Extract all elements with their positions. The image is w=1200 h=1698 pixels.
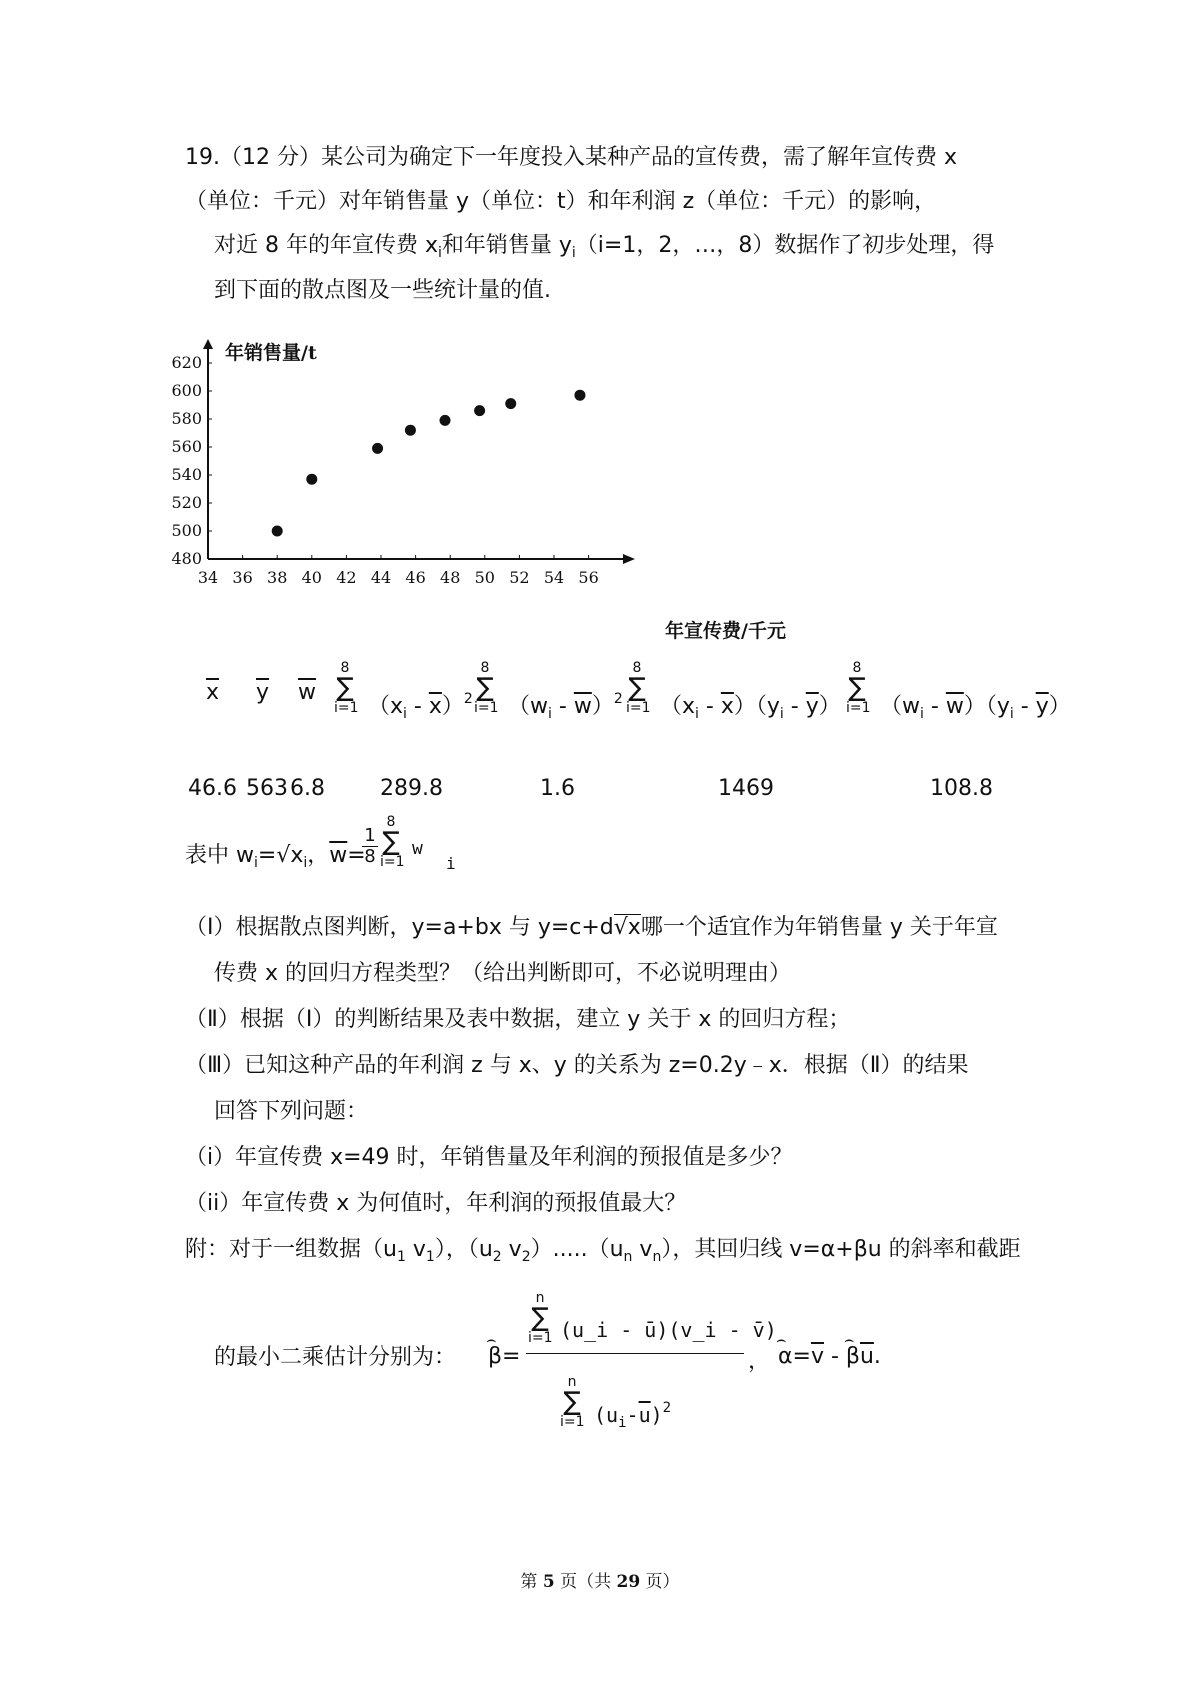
chart-points [272, 390, 586, 537]
value-wbar: 6.8 [290, 776, 325, 801]
x-tick-label: 34 [197, 568, 219, 587]
x-tick-label: 42 [336, 568, 357, 587]
chart-axes [203, 339, 635, 564]
y-axis-label: 年销售量/t [225, 342, 317, 364]
header-ybar: $\overline{y}$ [256, 680, 270, 705]
data-point [440, 415, 451, 426]
fraction-bar [526, 1353, 744, 1354]
data-point [405, 425, 416, 436]
y-tick-label: 600 [171, 381, 202, 400]
x-axis-arrow [623, 554, 635, 564]
scatter-chart [171, 335, 786, 642]
value-col-6: 1469 [718, 776, 774, 801]
question-line-1: 19.（12 分）某公司为确定下一年度投入某种产品的宣传费，需了解年宣传费 x [185, 145, 957, 170]
sum-symbol-4: 8 ∑ i=1 [846, 660, 871, 716]
x-axis-label: 年宣传费/千元 [665, 620, 786, 642]
value-xbar: 46.6 [188, 776, 237, 801]
part-3-line-2: 回答下列问题： [214, 1099, 369, 1124]
part-1-line-2: 传费 x 的回归方程类型？（给出判断即可，不必说明理由） [214, 961, 792, 986]
header-xbar: $\overline{x}$ [206, 680, 220, 705]
x-tick-label: 52 [509, 568, 530, 587]
numerator-text: (u_i - ū)(v_i - v̄) [560, 1318, 777, 1342]
x-tick-label: 36 [232, 568, 253, 587]
question-line-4: 到下面的散点图及一些统计量的值. [214, 278, 551, 303]
header-col-6: $(x_i - \overline{x})(y_i - \overline{y})$ [660, 694, 841, 722]
sum-symbol-2: 8 ∑ i=1 [474, 660, 499, 716]
y-tick-label: 480 [171, 549, 202, 568]
header-col-4: $(x_i - \overline{x})^2$ [368, 691, 473, 722]
y-tick-label: 500 [171, 521, 202, 540]
data-point [306, 474, 317, 485]
part-1-line-1: （Ⅰ）根据散点图判断，y=a+bx 与 y=c+d√x哪一个适宜作为年销售量 y 关于年宣 [185, 915, 998, 940]
value-col-4: 289.8 [380, 776, 443, 801]
page-footer: 第 5 页（共 29 页） [520, 1572, 680, 1592]
value-col-5: 1.6 [540, 776, 575, 801]
x-tick-label: 40 [301, 568, 322, 587]
data-point [474, 405, 485, 416]
x-tick-label: 46 [405, 568, 426, 587]
x-tick-label: 48 [440, 568, 461, 587]
fraction-1-8: 1 8 [362, 826, 378, 867]
part-3-line-1: （Ⅲ）已知这种产品的年利润 z 与 x、y 的关系为 z=0.2y﹣x．根据（Ⅱ）的结果 [185, 1053, 969, 1078]
value-col-7: 108.8 [930, 776, 993, 801]
question-line-2: （单位：千元）对年销售量 y（单位：t）和年利润 z（单位：千元）的影响， [185, 189, 937, 214]
data-point [574, 390, 585, 401]
data-point [372, 443, 383, 454]
y-tick-label: 580 [171, 409, 202, 428]
x-tick-label: 38 [267, 568, 288, 587]
part-3-i: （i）年宣传费 x=49 时，年销售量及年利润的预报值是多少？ [185, 1145, 793, 1170]
data-point [505, 398, 516, 409]
y-tick-label: 520 [171, 493, 202, 512]
header-col-7: $(w_i - \overline{w})(y_i - \overline{y})$ [880, 694, 1071, 722]
chart-ticks [171, 353, 598, 587]
sum-symbol-num: n ∑ i=1 [528, 1290, 553, 1346]
y-axis-arrow [203, 339, 213, 349]
header-wbar: $\overline{w}$ [298, 680, 316, 705]
sum-symbol-1: 8 ∑ i=1 [334, 660, 359, 716]
y-tick-label: 540 [171, 465, 202, 484]
y-tick-label: 620 [171, 353, 202, 372]
question-line-3: 对近 8 年的年宣传费 $x_i$和年销售量 $y_i(i=1$，2，…，8）数据作了初步处理，得 [214, 233, 995, 261]
alpha-formula: ⌢ $\alpha=\overline{v}$ - ⌢ $\beta\overline{u}$. [776, 1330, 881, 1369]
denominator-text: $(u_i-\overline{u})^2$ [594, 1400, 672, 1431]
appendix-line-1: 附：对于一组数据（$u_1$ $v_1$），（$u_2$ $v_2).....(u_n$ $v_n$），其回归线 v=α+βu 的斜率和截距 [185, 1237, 1021, 1265]
appendix-line-2: 的最小二乘估计分别为： [214, 1345, 457, 1370]
sum-symbol-3: 8 ∑ i=1 [626, 660, 651, 716]
x-tick-label: 44 [370, 568, 392, 587]
sum-symbol-den: n ∑ i=1 [560, 1374, 585, 1430]
sum-symbol-note: 8 ∑ i=1 [380, 814, 405, 870]
x-tick-label: 50 [474, 568, 495, 587]
part-3-ii: （ii）年宣传费 x 为何值时，年利润的预报值最大？ [185, 1191, 687, 1216]
part-2: （Ⅱ）根据（Ⅰ）的判断结果及表中数据，建立 y 关于 x 的回归方程； [185, 1007, 851, 1032]
y-tick-label: 560 [171, 437, 202, 456]
data-point [272, 526, 283, 537]
x-tick-label: 54 [543, 568, 565, 587]
x-tick-label: 56 [578, 568, 599, 587]
header-col-5: $(w_i - \overline{w})^2$ [508, 691, 623, 722]
value-ybar: 563 [246, 776, 288, 801]
